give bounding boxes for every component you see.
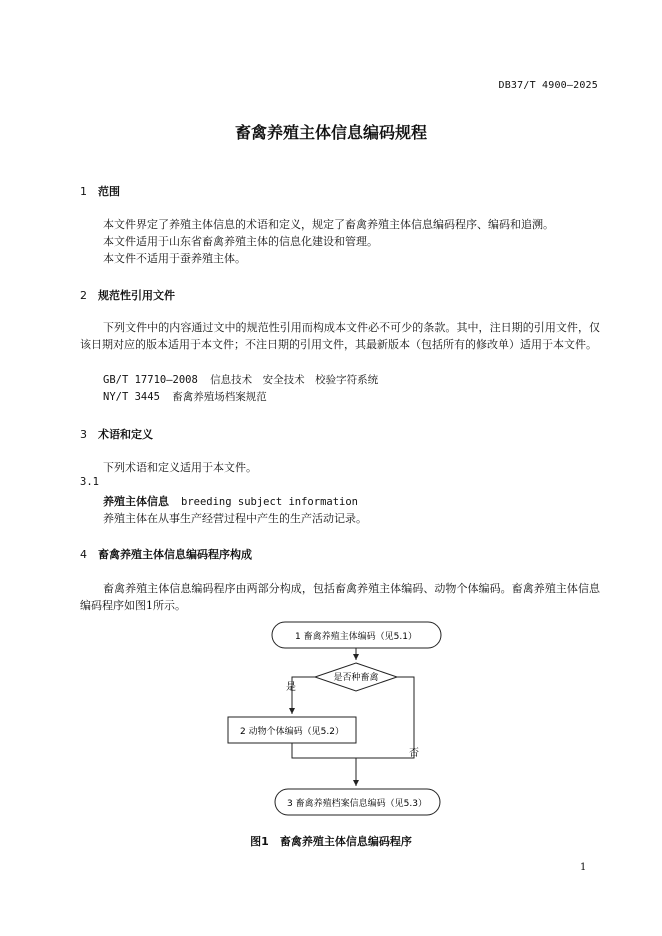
page-number: 1 (580, 862, 587, 873)
section-1-line-3: 本文件不适用于蚕养殖主体。 (103, 252, 246, 265)
section-1-line-2: 本文件适用于山东省畜禽养殖主体的信息化建设和管理。 (103, 235, 378, 248)
section-number: 4 (80, 548, 87, 561)
section-title: 范围 (98, 185, 120, 198)
figure-caption: 图1 畜禽养殖主体信息编码程序 (250, 835, 412, 848)
reference-name: 信息技术 安全技术 校验字符系统 (210, 374, 379, 386)
reference-code: NY/T 3445 (103, 391, 160, 403)
section-title: 规范性引用文件 (98, 289, 175, 302)
end-node-label: 3 畜禽养殖档案信息编码（见5.3） (287, 799, 427, 809)
section-number: 3 (80, 428, 87, 441)
standard-number: DB37/T 4900—2025 (498, 80, 598, 91)
section-number: 1 (80, 185, 87, 198)
start-node-label: 1 畜禽养殖主体编码（见5.1） (295, 632, 417, 642)
process-node-label: 2 动物个体编码（见5.2） (240, 727, 344, 737)
section-number: 2 (80, 289, 87, 302)
section-4-paragraph: 畜禽养殖主体信息编码程序由两部分构成，包括畜禽养殖主体编码、动物个体编码。畜禽养殖主体信息编码程序如图1所示。 (80, 582, 600, 612)
term-english: breeding subject information (181, 496, 359, 508)
section-1-line-1: 本文件界定了养殖主体信息的术语和定义，规定了畜禽养殖主体信息编码程序、编码和追溯。 (103, 218, 554, 231)
section-title: 术语和定义 (98, 428, 153, 441)
term-definition: 养殖主体在从事生产经营过程中产生的生产活动记录。 (103, 512, 367, 525)
connector (292, 743, 356, 758)
term-chinese: 养殖主体信息 (103, 495, 169, 508)
no-label: 否 (409, 748, 419, 759)
term-number: 3.1 (80, 476, 99, 488)
section-2-paragraph: 下列文件中的内容通过文中的规范性引用而构成本文件必不可少的条款。其中，注日期的引用文件，仅该日期对应的版本适用于本文件；不注日期的引用文件，其最新版本（包括所有的修改单）适用于本文件。 (80, 321, 600, 351)
section-3-intro: 下列术语和定义适用于本文件。 (103, 461, 257, 474)
reference-name: 畜禽养殖场档案规范 (172, 391, 267, 403)
document-title: 畜禽养殖主体信息编码规程 (234, 123, 427, 142)
reference-code: GB/T 17710—2008 (103, 374, 198, 386)
decision-node-label: 是否种畜禽 (333, 673, 379, 683)
section-title: 畜禽养殖主体信息编码程序构成 (98, 548, 252, 561)
yes-label: 是 (286, 682, 296, 693)
no-connector (356, 677, 414, 758)
